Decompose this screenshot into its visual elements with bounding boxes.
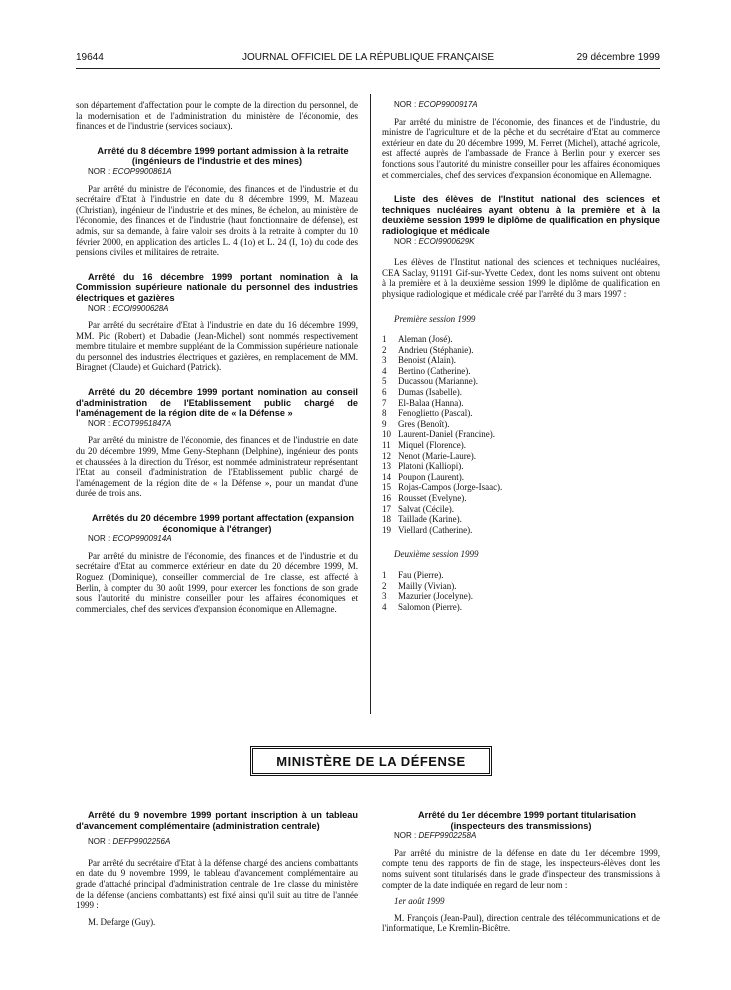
article-titularisation bbox=[382, 810, 660, 934]
nor-reference: NOR : ECOI9900629K bbox=[394, 236, 475, 246]
article-title: Arrêté du 9 novembre 1999 portant inscription à un tableau d'avancement complémentaire (administration centrale) bbox=[76, 810, 358, 831]
nor-reference: NOR : DEFP9902256A bbox=[88, 837, 171, 847]
list-item-number: 14 bbox=[382, 471, 391, 482]
list-item bbox=[382, 345, 660, 356]
list-item-number: 11 bbox=[382, 440, 391, 451]
list-item-number: 2 bbox=[382, 580, 387, 591]
list-item bbox=[382, 366, 660, 377]
list-item-name: Laurent-Daniel (Francine). bbox=[398, 429, 495, 440]
issue-date: 29 décembre 1999 bbox=[576, 52, 660, 63]
article-title: Liste des élèves de l'Institut national des sciences et techniques nucléaires ayant obtenu à la première et à la deuxième session 1999 le diplôme de qualification en physique radiologique et médicale bbox=[382, 194, 660, 236]
list-item-name: Rojas-Campos (Jorge-Isaac). bbox=[398, 482, 503, 493]
journal-title: JOURNAL OFFICIEL DE LA RÉPUBLIQUE FRANÇAISE bbox=[241, 52, 495, 63]
ministry-banner: MINISTÈRE DE LA DÉFENSE bbox=[250, 746, 492, 776]
list-item bbox=[382, 591, 660, 602]
list-item-name: Salomon (Pierre). bbox=[398, 601, 462, 612]
list-item bbox=[382, 472, 660, 483]
list-item-number: 9 bbox=[382, 418, 387, 429]
page-header bbox=[76, 52, 660, 68]
list-item bbox=[382, 429, 660, 440]
appointee-name: M. Defarge (Guy). bbox=[88, 916, 156, 927]
list-item-name: Taillade (Karine). bbox=[398, 514, 462, 525]
article-commission bbox=[76, 272, 358, 373]
list-item-name: Benoist (Alain). bbox=[398, 355, 456, 366]
list-item-number: 5 bbox=[382, 376, 387, 387]
list-item-number: 4 bbox=[382, 601, 387, 612]
list-item-name: Platoni (Kalliopi). bbox=[398, 461, 464, 472]
list-item-name: Aleman (José). bbox=[398, 334, 453, 345]
list-item-name: Dumas (Isabelle). bbox=[398, 387, 462, 398]
left-column bbox=[76, 100, 358, 614]
list-item-name: Nenot (Marie-Laure). bbox=[398, 450, 476, 461]
list-item-number: 19 bbox=[382, 524, 391, 535]
article-body: Par arrêté du ministre de l'économie, des finances et de l'industrie et du secrétaire d'Etat au commerce extérieur en date du 20 décembre 1999, M. Roguez (Dominique), conseiller commercial de 1re classe, est affecté à Berlin, à compter du 30 août 1999, pour exercer les fonctions de son grade sous l'autorité du ministre conseiller pour les affaires économiques et commerciales, chef des services d'expansion économique en Allemagne. bbox=[76, 550, 358, 614]
column-divider bbox=[370, 94, 371, 714]
list-item-name: Viellard (Catherine). bbox=[398, 524, 473, 535]
header-rule bbox=[76, 68, 660, 69]
article-la-defense bbox=[76, 387, 358, 499]
list-item bbox=[382, 570, 660, 581]
list-item-number: 2 bbox=[382, 344, 387, 355]
list-item bbox=[382, 482, 660, 493]
list-item-name: Mailly (Vivian). bbox=[398, 580, 457, 591]
list-item-name: Miquel (Florence). bbox=[398, 440, 466, 451]
list-item-number: 15 bbox=[382, 482, 391, 493]
list-item bbox=[382, 451, 660, 462]
list-item bbox=[382, 504, 660, 515]
list-item bbox=[382, 376, 660, 387]
list-item bbox=[382, 387, 660, 398]
list-item-name: Andrieu (Stéphanie). bbox=[398, 344, 474, 355]
list-item-number: 1 bbox=[382, 569, 387, 580]
article-title: Arrêté du 1er décembre 1999 portant titularisation (inspecteurs des transmissions) bbox=[417, 810, 636, 831]
list-item bbox=[382, 602, 660, 613]
article-body: Par arrêté du secrétaire d'Etat à la défense chargé des anciens combattants en date du 9 novembre 1999, le tableau d'avancement complémentaire au grade d'attaché principal d'administration centrale de 1re classe du ministère de la défense (anciens combattants) est fixé ainsi qu'il suit au titre de l'année 1999 : bbox=[76, 857, 358, 911]
list-item-name: Rousset (Evelyne). bbox=[398, 493, 467, 503]
list-item-name: Poupon (Laurent). bbox=[398, 471, 464, 482]
list-item-number: 16 bbox=[382, 493, 391, 503]
list-item-name: Fenoglietto (Pascal). bbox=[398, 408, 473, 419]
session-heading: Deuxième session 1999 bbox=[394, 549, 479, 560]
list-item bbox=[382, 440, 660, 451]
nor-reference: NOR : ECOT9951847A bbox=[88, 418, 172, 428]
nor-reference: NOR : ECOP9900917A bbox=[394, 100, 478, 109]
list-item-name: Bertino (Catherine). bbox=[398, 365, 471, 376]
session-heading: Première session 1999 bbox=[394, 313, 476, 324]
list-item-number: 18 bbox=[382, 514, 391, 525]
list-item bbox=[382, 581, 660, 592]
list-item-number: 4 bbox=[382, 365, 387, 376]
article-tableau-avancement bbox=[76, 810, 358, 927]
session-1-list bbox=[382, 334, 660, 535]
session-2-list bbox=[382, 570, 660, 612]
list-item bbox=[382, 493, 660, 504]
list-item-number: 3 bbox=[382, 591, 387, 602]
list-item bbox=[382, 461, 660, 472]
article-retraite bbox=[76, 146, 358, 258]
article-body: Par arrêté du ministre de la défense en date du 1er décembre 1999, compte tenu des rapports de fin de stage, les inspecteurs-élèves dont les noms suivent sont titularisés dans le grade d'inspecteur des transmissions à compter de la date indiquée en regard de leur nom : bbox=[382, 847, 660, 890]
nor-reference: NOR : ECOI9900628A bbox=[88, 303, 169, 313]
intro-paragraph: son département d'affectation pour le compte de la direction du personnel, de la modernisation et de l'administration du ministère de l'économie, des finances et de l'industrie (services sociaux). bbox=[76, 100, 358, 132]
list-item bbox=[382, 408, 660, 419]
article-body: Par arrêté du ministre de l'économie, des finances et de l'industrie en date du 20 décembre 1999, Mme Geny-Stephann (Delphine), ingénieur des ponts et chaussées à la direction du Trésor, est nommée administrateur représentant l'Etat au conseil d'administration de l'Etablissement public chargé de l'aménagement de la région dite de « la Défense », pour un mandat d'une durée de trois ans. bbox=[76, 435, 358, 499]
article-intn-list bbox=[382, 194, 660, 612]
list-item-number: 8 bbox=[382, 408, 387, 419]
date-heading: 1er août 1999 bbox=[394, 896, 445, 907]
article-title: Arrêté du 20 décembre 1999 portant nomination au conseil d'administration de l'Etablissement public chargé de l'aménagement de la région dite de « la Défense » bbox=[76, 387, 358, 419]
list-item bbox=[382, 334, 660, 345]
list-item-number: 17 bbox=[382, 503, 391, 514]
list-item-number: 6 bbox=[382, 387, 387, 398]
list-item-number: 13 bbox=[382, 461, 391, 472]
list-item bbox=[382, 525, 660, 536]
article-body: Par arrêté du ministre de l'économie, des finances et de l'industrie et du secrétaire d'Etat à l'industrie en date du 8 décembre 1999, M. Mazeau (Christian), ingénieur de l'industrie et des mines, 8e échelon, au ministère de l'économie, des finances et de l'industrie (haut fonctionnaire de défense), est admis, sur sa demande, à faire valoir ses droits à la retraite à compter du 10 février 2000, en application des articles L. 4 (1o) et L. 24 (I, 1o) du code des pensions civiles et militaires de retraite. bbox=[76, 183, 358, 258]
list-item bbox=[382, 419, 660, 430]
nor-reference: NOR : ECOP9900914A bbox=[88, 534, 172, 544]
list-item-number: 10 bbox=[382, 429, 391, 440]
list-item-name: Fau (Pierre). bbox=[398, 569, 444, 580]
article-body: Par arrêté du ministre de l'économie, des finances et de l'industrie, du ministre de l'agriculture et de la pêche et du secrétaire d'Etat au commerce extérieur en date du 20 décembre 1999, M. Ferret (Michel), attaché agricole, est affecté auprès de l'ambassade de France à Berlin pour y exercer ses fonctions sous l'autorité du ministre conseiller pour les affaires économiques et commerciales, chef des services d'expansion économique en Allemagne. bbox=[382, 116, 660, 180]
list-item-number: 3 bbox=[382, 355, 387, 366]
nor-reference: NOR : DEFP9902258A bbox=[394, 831, 477, 841]
nor-reference: NOR : ECOP9900861A bbox=[88, 166, 172, 176]
list-item bbox=[382, 398, 660, 409]
appointee-entry: M. François (Jean-Paul), direction centrale des télécommunications et de l'informatique, Le Kremlin-Bicêtre. bbox=[382, 912, 660, 934]
right-column bbox=[382, 100, 660, 612]
list-item-number: 12 bbox=[382, 450, 391, 461]
article-body: Par arrêté du secrétaire d'Etat à l'industrie en date du 16 décembre 1999, MM. Pic (Robert) et Dabadie (Jean-Michel) sont nommés respectivement membre titulaire et membre suppléant de la Commission supérieure nationale du personnel des industries électriques et gazières, en remplacement de MM. Biragnet (Claude) et Guichard (Patrick). bbox=[76, 320, 358, 373]
list-item-name: Salvat (Cécile). bbox=[398, 503, 454, 514]
list-item bbox=[382, 514, 660, 525]
article-title: Arrêtés du 20 décembre 1999 portant affectation (expansion économique à l'étranger) bbox=[92, 513, 354, 534]
list-item-name: Gres (Benoît). bbox=[398, 418, 450, 429]
list-item-name: Ducassou (Marianne). bbox=[398, 376, 478, 387]
list-item-number: 1 bbox=[382, 334, 387, 345]
list-item-name: El-Balaa (Hanna). bbox=[398, 397, 464, 408]
list-item-number: 7 bbox=[382, 397, 387, 408]
list-item bbox=[382, 355, 660, 366]
article-title: Arrêté du 16 décembre 1999 portant nomination à la Commission supérieure nationale du personnel des industries électriques et gazières bbox=[76, 271, 358, 303]
article-body: Les élèves de l'Institut national des sciences et techniques nucléaires, CEA Saclay, 91191 Gif-sur-Yvette Cedex, dont les noms suivent ont obtenu à la première et à la deuxième session 1999 le diplôme de qualification en physique radiologique et médicale créé par l'arrêté du 3 mars 1997 : bbox=[382, 257, 660, 299]
article-affectation bbox=[76, 513, 358, 614]
article-title: Arrêté du 8 décembre 1999 portant admission à la retraite (ingénieurs de l'industrie et des mines) bbox=[97, 145, 349, 167]
list-item-name: Mazurier (Jocelyne). bbox=[398, 591, 473, 602]
page-number: 19644 bbox=[76, 52, 104, 63]
